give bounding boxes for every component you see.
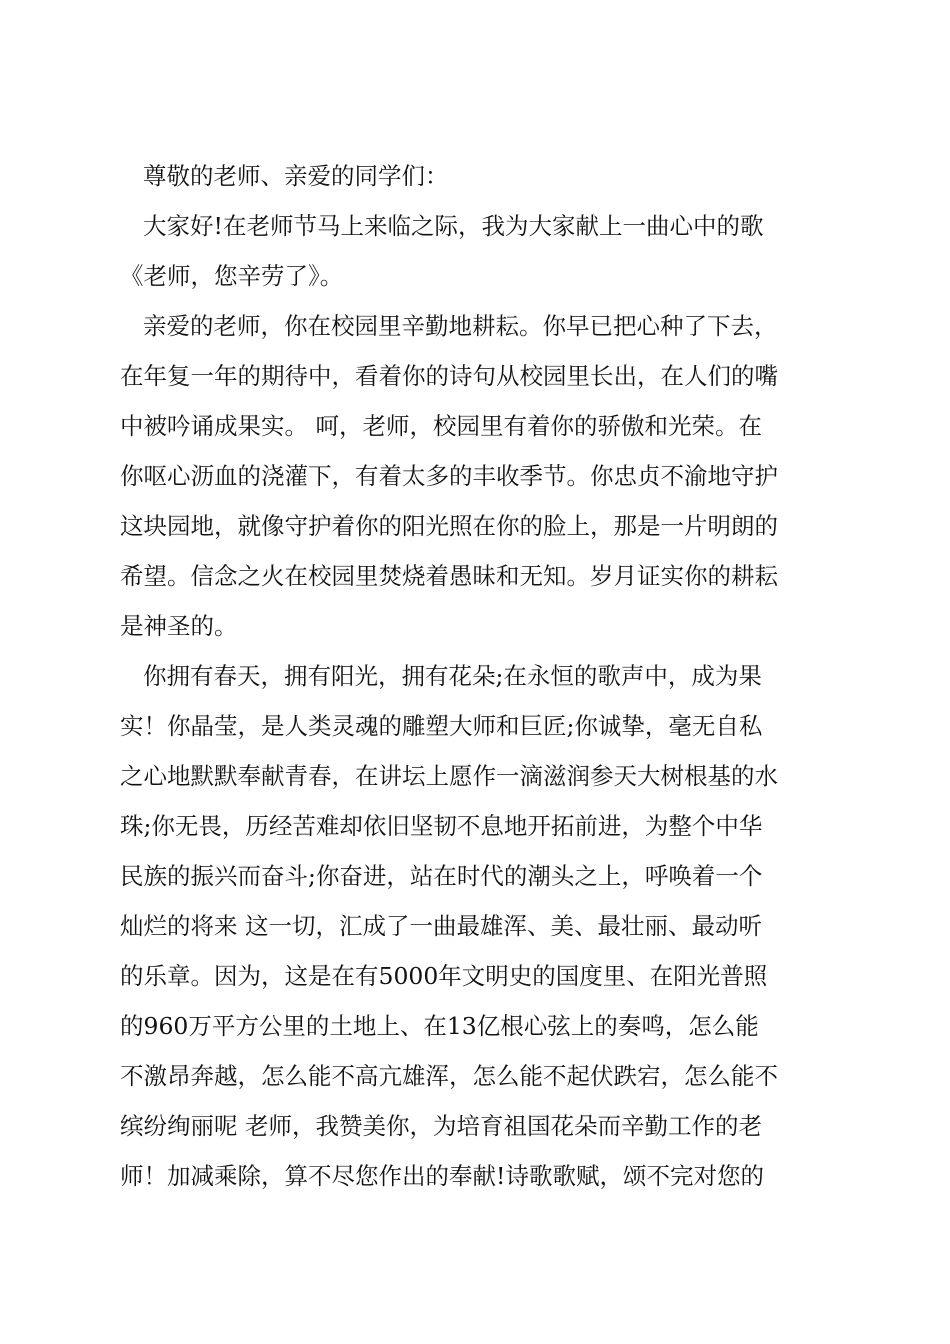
paragraph-line: 这块园地，就像守护着你的阳光照在你的脸上，那是一片明朗的 [120,512,778,540]
paragraph-line: 你呕心沥血的浇灌下，有着太多的丰收季节。你忠贞不渝地守护 [120,462,778,490]
paragraph-line: 师！加减乘除，算不尽您作出的奉献!诗歌歌赋，颂不完对您的 [120,1162,764,1190]
paragraph-line: 民族的振兴而奋斗;你奋进，站在时代的潮头之上，呼唤着一个 [120,862,763,890]
paragraph-line: 珠;你无畏，历经苦难却依旧坚韧不息地开拓前进，为整个中华 [120,812,763,840]
greeting-line: 尊敬的老师、亲爱的同学们： [143,162,449,190]
paragraph-1 [120,201,840,301]
document-body [120,151,840,1201]
paragraph-line: 的960万平方公里的土地上、在13亿根心弦上的奏鸣，怎么能 [120,1012,759,1040]
paragraph-line: 亲爱的老师，你在校园里辛勤地耕耘。你早已把心种了下去， [143,312,778,340]
paragraph-line: 《老师，您辛劳了》。 [120,262,344,290]
paragraph-3 [120,651,840,1201]
paragraph-line: 大家好!在老师节马上来临之际，我为大家献上一曲心中的歌 [143,212,764,240]
paragraph-line: 是神圣的。 [120,612,238,640]
paragraph-line: 灿烂的将来 这一切，汇成了一曲最雄浑、美、最壮丽、最动听 [120,912,762,940]
paragraph-line: 之心地默默奉献青春，在讲坛上愿作一滴滋润参天大树根基的水 [120,762,778,790]
paragraph-line: 中被吟诵成果实。 呵，老师，校园里有着你的骄傲和光荣。在 [120,412,762,440]
paragraph-line: 缤纷绚丽呢 老师，我赞美你，为培育祖国花朵而辛勤工作的老 [120,1112,762,1140]
paragraph-line: 不激昂奔越，怎么能不高亢雄浑，怎么能不起伏跌宕，怎么能不 [120,1062,778,1090]
paragraph-line: 实！你晶莹，是人类灵魂的雕塑大师和巨匠;你诚挚，毫无自私 [120,712,763,740]
paragraph-line: 的乐章。因为，这是在有5000年文明史的国度里、在阳光普照 [120,962,768,990]
paragraph-line: 希望。信念之火在校园里焚烧着愚昧和无知。岁月证实你的耕耘 [120,562,778,590]
paragraph-2 [120,301,840,651]
paragraph-line: 在年复一年的期待中，看着你的诗句从校园里长出，在人们的嘴 [120,362,778,390]
paragraph-line: 你拥有春天，拥有阳光，拥有花朵;在永恒的歌声中，成为果 [143,662,762,690]
